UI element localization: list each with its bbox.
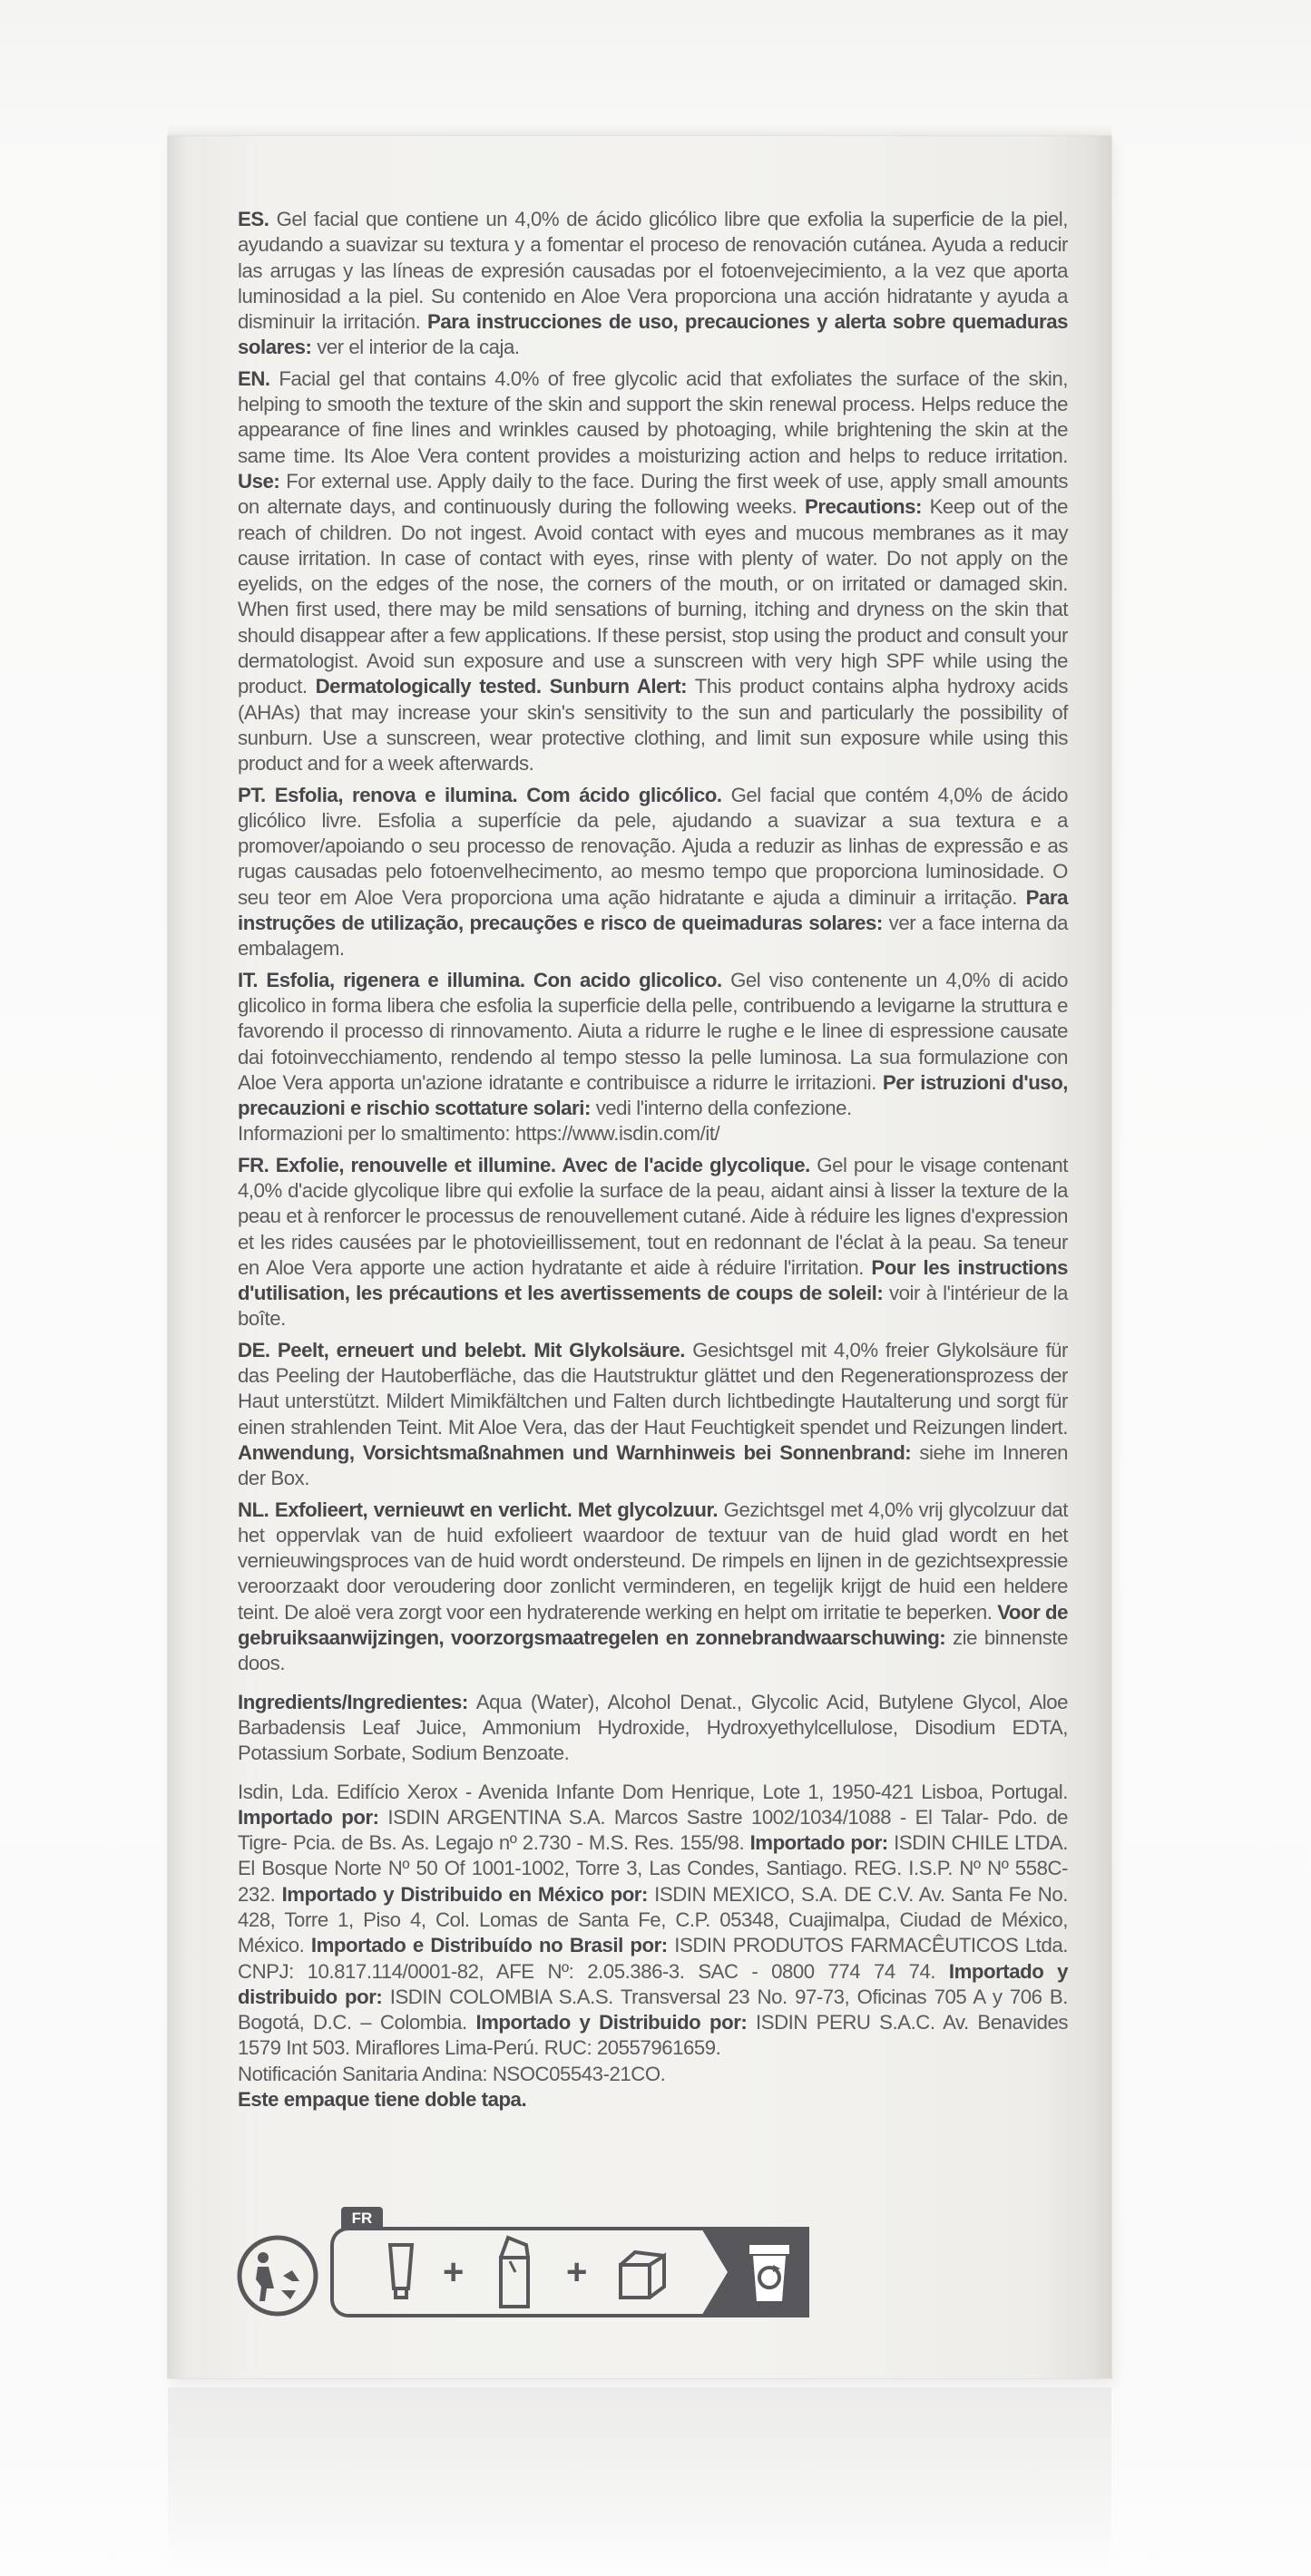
section-en: EN. Facial gel that contains 4.0% of free glycolic acid that exfoliates the surface of the skin, helping to smooth the texture of the skin and support the skin renewal process. Helps reduce the appearance of fine lines and wrinkles caused by photoaging, while brightening the skin at the same time. Its Aloe Vera content provides a moisturizing action and helps to reduce irritation. Use: For external use. Apply daily to the face. During the first week of use, apply small amounts on alternate days, and continuously during the following weeks. Precautions: Keep out of the reach of children. Do not ingest. Avoid contact with eyes and mucous membranes as it may cause irritation. In case of contact with eyes, rinse with plenty of water. Do not apply on the eyelids, on the edges of the nose, the corners of the mouth, or on irritated or damaged skin. When first used, there may be mild sensations of burning, itching and dryness on the skin that should disappear after a few applications. If these persist, stop using the product and consult your dermatologist. Avoid sun exposure and use a sunscreen with very high SPF while using the product. Dermatologically tested. Sunburn Alert: This product contains alpha hydroxy acids (AHAs) that may increase your skin's sensitivity to the sun and particularly the possibility of sunburn. Use a sunscreen, wear protective clothing, and limit sun exposure while using this product and for a week afterwards. [238,366,1068,776]
double-cap-note: Este empaque tiene doble tapa. [238,2088,527,2112]
open-box-icon [613,2247,671,2301]
box-reflection [168,2387,1111,2576]
distribution-text: ISDIN PRODUTOS FARMACÊUTICOS Ltda. CNPJ: 10.817.114/0001-82, AFE Nº: 2.05.386-3. SAC - 0800 774 74 74. [238,1934,1068,1983]
distribution-label: Importado e Distribuído no Brasil por: [310,1934,668,1957]
distribution-text: ISDIN COLOMBIA S.A.S. Transversal 23 No. 97-73, Oficinas 705 A y 706 B. Bogotá, D.C. – Colombia. [238,1985,1068,2034]
distribution-text: Isdin, Lda. Edifício Xerox - Avenida Infante Dom Henrique, Lote 1, 1950-421 Lisboa, Portugal. [238,1780,1068,1803]
distribution-label: Importado y Distribuido en México por: [281,1882,648,1906]
section-nl: NL. Exfolieert, vernieuwt en verlicht. Met glycolzuur. Gezichtsgel met 4,0% vrij glycolzuur dat het oppervlak van de huid exfolieert waardoor de textuur van de huid glad wordt en het vernieuwingsproces van de huid wordt ondersteund. De rimpels en lijnen in de gezichtsexpressie veroorzaakt door veroudering door zonlicht verminderen, en tegelijk krijgt de huid een heldere teint. De aloë vera zorgt voor een hydraterende werking en helpt om irritatie te beperken. Voor de gebruiksaanwijzingen, voorzorgsmaatregelen en zonnebrandwaarschuwing: zie binnenste doos. [238,1498,1069,1675]
ingredients: Ingredients/Ingredientes: Aqua (Water), Alcohol Denat., Glycolic Acid, Butylene Glycol, Aloe Barbadensis Leaf Juice, Ammonium Hydroxide, Hydroxyethylcellulose, Disodium EDTA, Potassium Sorbate, Sodium Benzoate. [238,1690,1068,1765]
section-pt: PT. Esfolia, renova e ilumina. Com ácido glicólico. Gel facial que contém 4,0% de ácido glicólico livre. Esfolia a superfície da pele, ajudando a suavizar a sua textura e a promover/apoiando o seu processo de renovação. Ajuda a reduzir as linhas de expressão e as rugas causadas pelo fotoenvelhecimento, ao mesmo tempo que proporciona luminosidade. O seu teor em Aloe Vera proporciona uma ação hidratante e ajuda a diminuir a irritação. Para instruções de utilização, precauções e risco de queimaduras solares: ver a face interna da embalagem. [238,783,1068,961]
recycle-bin-icon [746,2241,793,2305]
distribution-label: Importado por: [749,1831,888,1855]
recycling-infobox [229,2200,809,2336]
plus-sign-2: + [566,2252,588,2292]
distribution-label: Importado por: [238,1805,379,1829]
carton-box-icon [492,2234,537,2310]
plus-sign-1: + [443,2252,465,2292]
person-recycle-icon [236,2234,319,2317]
section-it: IT. Esfolia, rigenera e illumina. Con acido glicolico. Gel viso contenente un 4,0% di acido glicolico in forma libera che esfolia la superficie della pelle, contribuendo a levigarne la struttura e favorendo il processo di rinnovamento. Aiuta a ridurre le rughe e le linee di espressione causate dai fotoinvecchiamento, rendendo al tempo stesso la pelle luminosa. La sua formulazione con Aloe Vera apporta un'azione idratante e contribuisce a ridurre le irritazioni. Per istruzioni d'uso, precauzioni e rischio scottature solari: vedi l'interno della confezione. [238,968,1069,1120]
fr-tab: FR [341,2207,383,2230]
section-es: ES. Gel facial que contiene un 4,0% de ácido glicólico libre que exfolia la superficie de la piel, ayudando a suavizar su textura y a fomentar el proceso de renovación cutánea. Ayuda a reducir las arrugas y las líneas de expresión causadas por el fotoenvejecimiento, a la vez que aporta luminosidad a la piel. Su contenido en Aloe Vera proporciona una acción hidratante y ayuda a disminuir la irritación. Para instrucciones de uso, precauciones y alerta sobre quemaduras solares: ver el interior de la caja. [238,208,1068,359]
section-fr: FR. Exfolie, renouvelle et illumine. Avec de l'acide glycolique. Gel pour le visage contenant 4,0% d'acide glycolique libre qui exfolie la surface de la peau, aidant ainsi à lisser la texture de la peau et à renforcer le processus de renouvellement cutané. Aide à réduire les lignes d'expression et les rides causées par le photovieillissement, tout en redonnant de l'éclat à la peau. Sa teneur en Aloe Vera apporte une action hydratante et aide à réduire l'irritation. Pour les instructions d'utilisation, les précautions et les avertissements de coups de soleil: voir à l'intérieur de la boîte. [238,1153,1069,1331]
distribution-text: ISDIN CHILE LTDA. El Bosque Norte Nº 50 Of 1001-1002, Torre 3, Las Condes, Santiago. REG. I.S.P. Nº Nº 558C-232. [238,1831,1068,1906]
section-de: DE. Peelt, erneuert und belebt. Mit Glykolsäure. Gesichtsgel mit 4,0% freier Glykolsäure für das Peeling der Hautoberfläche, das die Hautstruktur glättet und den Regenerationsprozess der Haut unterstützt. Mildert Mimikfältchen und Falten durch lichtbedingte Hautalterung und sorgt für einen strahlenden Teint. Mit Aloe Vera, das der Haut Feuchtigkeit spendet und Reizungen lindert. Anwendung, Vorsichtsmaßnahmen und Warnhinweis bei Sonnenbrand: siehe im Inneren der Box. [238,1338,1068,1490]
disposal-info: Informazioni per lo smaltimento: https://www.isdin.com/it/ [238,1122,720,1146]
distribution-info [238,1780,1068,2062]
distribution-text: ISDIN MEXICO, S.A. DE C.V. Av. Santa Fe No. 428, Torre 1, Piso 4, Col. Lomas de Santa Fe, C.P. 05348, Cuajimalpa, Ciudad de México, México. [238,1882,1068,1957]
distribution-text: ISDIN ARGENTINA S.A. Marcos Sastre 1002/1034/1088 - El Talar- Pdo. de Tigre- Pcia. de Bs. As. Legajo nº 2.730 - M.S. Res. 155/98. [238,1805,1068,1855]
package-text [238,207,1068,2113]
notification-info: Notificación Sanitaria Andina: NSOC05543-21CO. [238,2062,666,2085]
distribution-label: Importado y distribuido por: [238,1959,1068,2008]
distribution-label: Importado y Distribuido por: [475,2011,748,2034]
tube-icon [383,2241,419,2305]
distribution-text: ISDIN PERU S.A.C. Av. Benavides 1579 Int 503. Miraflores Lima-Perú. RUC: 20557961659. [238,2011,1068,2060]
